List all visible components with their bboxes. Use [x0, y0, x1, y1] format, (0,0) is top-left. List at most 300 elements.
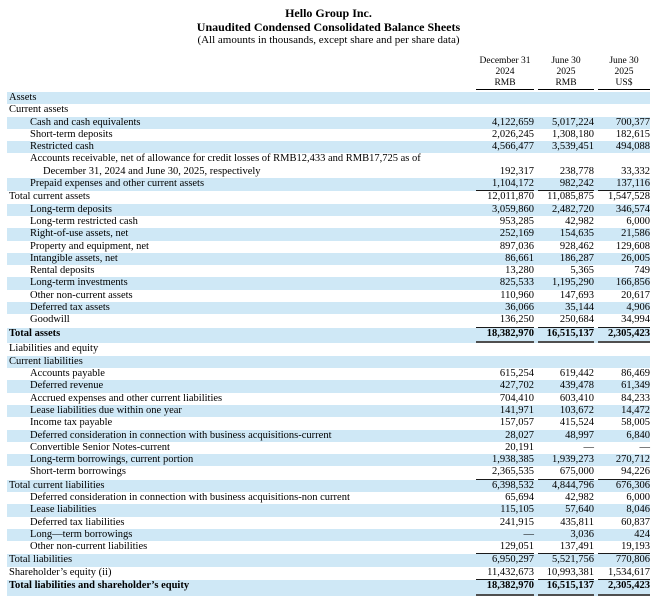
row-value-text: 749 [634, 265, 650, 277]
row-value-text: 147,693 [559, 289, 594, 301]
row-value [476, 191, 534, 203]
row-value [476, 504, 534, 516]
table-row [7, 368, 650, 380]
row-value-text: 346,574 [615, 203, 650, 215]
row-value [476, 253, 534, 265]
column-header-line: 2025 [614, 67, 634, 77]
row-value-text: 424 [634, 528, 650, 540]
row-value [538, 302, 594, 314]
row-value-text: 3,036 [570, 528, 594, 540]
row-value-text: 33,332 [621, 165, 650, 177]
row-value-text: 5,521,756 [552, 554, 594, 566]
row-value [598, 380, 650, 392]
row-value [538, 454, 594, 466]
row-value [598, 541, 650, 554]
row-value-text: — [639, 441, 650, 453]
row-label: Short-term deposits [30, 128, 113, 140]
row-value [538, 442, 594, 454]
table-row [7, 302, 650, 314]
row-value-text: 14,472 [621, 404, 650, 416]
row-label: Deferred consideration in connection with business acquisitions-non current [30, 492, 350, 503]
row-value [598, 504, 650, 516]
row-value-text: 192,317 [499, 165, 534, 177]
row-label: Liabilities and equity [9, 343, 99, 355]
row-value [476, 290, 534, 302]
row-label: Deferred consideration in connection with business acquisitions-current [30, 429, 332, 441]
row-value-text: 166,856 [615, 277, 650, 289]
row-value [538, 480, 594, 492]
table-row [7, 580, 650, 596]
row-value-text: 18,382,970 [476, 580, 534, 595]
column-header-line: 2024 [495, 67, 515, 77]
row-value-text: 16,515,137 [538, 580, 594, 595]
row-value-text: 36,066 [505, 302, 534, 314]
row-label: Lease liabilities due within one year [30, 404, 182, 416]
row-label: Prepaid expenses and other current assets [30, 178, 205, 190]
row-value-text: 115,105 [500, 504, 534, 516]
column-header-line: June 30 [551, 56, 581, 66]
row-value [538, 241, 594, 253]
table-row [7, 442, 650, 454]
row-label: Accrued expenses and other current liabilities [30, 392, 223, 404]
row-value [538, 380, 594, 392]
row-value-text: 494,088 [615, 141, 650, 153]
row-value-text: 129,051 [499, 541, 534, 553]
row-value [598, 191, 650, 203]
row-value-text: 94,226 [621, 466, 650, 478]
table-row [7, 178, 650, 191]
row-value [598, 241, 650, 253]
row-value-text: 6,840 [626, 429, 650, 441]
row-value-text: 615,254 [499, 368, 534, 380]
row-value [598, 529, 650, 541]
row-value-text: 2,026,245 [492, 128, 534, 140]
table-row [7, 204, 650, 216]
row-label: Restricted cash [30, 141, 94, 153]
row-value [538, 417, 594, 429]
row-label-line1: Accounts receivable, net of allowance for credit losses of RMB12,433 and RMB17,725 as of [30, 153, 421, 165]
table-row [7, 380, 650, 392]
row-value-text: 57,640 [565, 504, 594, 516]
table-row [7, 153, 650, 178]
row-value [598, 567, 650, 580]
row-value-text: 270,712 [615, 454, 650, 466]
row-value [598, 492, 650, 504]
row-value-text: 157,057 [499, 417, 534, 429]
row-value-text: 4,844,796 [552, 479, 594, 491]
row-value-text: 4,906 [626, 302, 650, 314]
row-value [598, 442, 650, 454]
table-row [7, 492, 650, 504]
row-value [538, 253, 594, 265]
row-value [598, 129, 650, 141]
row-value-text: 65,694 [505, 492, 534, 503]
row-value-text: 20,617 [621, 289, 650, 301]
row-value [476, 216, 534, 228]
row-label-line2: December 31, 2024 and June 30, 2025, respectively [43, 165, 261, 177]
row-value [476, 302, 534, 314]
row-value [476, 129, 534, 141]
row-value [538, 328, 594, 344]
row-value [476, 580, 534, 596]
row-value [476, 141, 534, 153]
row-value [598, 405, 650, 417]
row-label: Income tax payable [30, 417, 113, 429]
row-value [476, 328, 534, 344]
row-value [598, 277, 650, 289]
row-label: Lease liabilities [30, 504, 97, 516]
column-headers-row [7, 56, 650, 90]
row-label: Other non-current assets [30, 289, 133, 301]
row-value [538, 368, 594, 380]
row-value [538, 405, 594, 417]
row-value [476, 480, 534, 492]
row-value [598, 580, 650, 596]
table-row [7, 129, 650, 141]
row-label: Short-term borrowings [30, 466, 126, 478]
table-row [7, 529, 650, 541]
table-row [7, 480, 650, 492]
row-value-text: 435,811 [560, 516, 594, 528]
table-row [7, 141, 650, 153]
row-value-text: 86,469 [621, 368, 650, 380]
row-value-text: 48,997 [565, 429, 594, 441]
row-value-text: 427,702 [499, 380, 534, 392]
row-value-text: 11,432,673 [487, 566, 534, 578]
row-value-text: 103,672 [559, 404, 594, 416]
section-row [7, 104, 650, 116]
row-value [538, 216, 594, 228]
row-value [538, 529, 594, 541]
table-row [7, 216, 650, 228]
row-value [538, 580, 594, 596]
row-value [538, 541, 594, 554]
row-value [538, 466, 594, 479]
row-value-text: 5,017,224 [552, 116, 594, 128]
table-row [7, 241, 650, 253]
row-value-text: 928,462 [559, 240, 594, 252]
row-value-text: — [523, 528, 534, 540]
row-value [476, 529, 534, 541]
row-label: Long-term restricted cash [30, 215, 138, 227]
row-value-text: 110,960 [500, 289, 534, 301]
row-value-text: 6,398,532 [492, 479, 534, 491]
row-label: Total current assets [9, 191, 90, 203]
row-label: Deferred tax liabilities [30, 516, 125, 528]
row-value-text: 58,005 [621, 417, 650, 429]
row-value [598, 166, 650, 178]
row-label: Convertible Senior Notes-current [30, 441, 170, 453]
row-label: Goodwill [30, 314, 70, 326]
row-value [476, 368, 534, 380]
column-header-line: RMB [494, 78, 516, 88]
row-value-text: 10,993,381 [546, 566, 594, 578]
row-value [598, 430, 650, 442]
table-row [7, 290, 650, 302]
table-row [7, 314, 650, 327]
row-value-text: 186,287 [559, 252, 594, 264]
section-row [7, 343, 650, 355]
row-label: Other non-current liabilities [30, 541, 148, 553]
row-value [538, 504, 594, 516]
row-value [598, 141, 650, 153]
row-value [476, 541, 534, 554]
row-value [476, 228, 534, 240]
column-header-line: 2025 [556, 67, 576, 77]
row-value-text: 897,036 [499, 240, 534, 252]
row-value-text: 2,305,423 [598, 328, 650, 343]
row-value [598, 454, 650, 466]
table-row [7, 517, 650, 529]
row-value-text: 21,586 [621, 228, 650, 240]
row-label: Accounts payable [30, 368, 105, 380]
document-title: Unaudited Condensed Consolidated Balance Sheets [196, 20, 461, 34]
row-value-text: 953,285 [499, 215, 534, 227]
row-value-text: 770,806 [615, 554, 650, 566]
row-value-text: 704,410 [499, 392, 534, 404]
row-value [598, 216, 650, 228]
row-value [598, 368, 650, 380]
row-label: Right-of-use assets, net [30, 228, 129, 240]
row-value [538, 430, 594, 442]
row-value-text: 154,635 [559, 228, 594, 240]
table-row [7, 393, 650, 405]
row-value [538, 117, 594, 129]
row-label: Intangible assets, net [30, 252, 118, 264]
row-value [476, 393, 534, 405]
row-value-text: 675,000 [559, 466, 594, 478]
row-value-text: 1,195,290 [552, 277, 594, 289]
row-label: Rental deposits [30, 265, 95, 277]
row-value-text: 700,377 [615, 116, 650, 128]
row-value-text: 42,982 [565, 215, 594, 227]
column-header [538, 56, 594, 90]
row-value [476, 277, 534, 289]
row-label: Shareholder’s equity (ii) [9, 566, 112, 578]
row-value-text: 6,000 [626, 215, 650, 227]
table-row [7, 265, 650, 277]
table-row [7, 567, 650, 580]
row-value [598, 290, 650, 302]
table-row [7, 191, 650, 203]
row-value [538, 393, 594, 405]
table-row [7, 328, 650, 344]
row-value [598, 517, 650, 529]
column-header-line: US$ [615, 78, 633, 88]
row-value-text: 439,478 [559, 380, 594, 392]
section-row [7, 92, 650, 104]
row-value [538, 554, 594, 566]
document-subtitle: (All amounts in thousands, except share and per share data) [197, 34, 460, 46]
row-value [538, 129, 594, 141]
table-row [7, 228, 650, 240]
table-row [7, 277, 650, 289]
row-value-text: 1,534,617 [608, 566, 650, 578]
row-label: Long-term investments [30, 277, 128, 289]
table-row [7, 466, 650, 479]
row-value [538, 141, 594, 153]
row-value-text: 137,116 [616, 178, 650, 190]
row-value-text: 16,515,137 [538, 328, 594, 343]
row-value-text: 182,615 [615, 128, 650, 140]
row-value [476, 178, 534, 191]
row-value-text: 86,661 [505, 252, 534, 264]
column-header-line: June 30 [609, 56, 639, 66]
row-value-text: 42,982 [565, 492, 594, 503]
row-value-text: 603,410 [559, 392, 594, 404]
row-value-text: 1,104,172 [492, 178, 534, 190]
column-header [598, 56, 650, 90]
row-value [598, 265, 650, 277]
row-value-text: 28,027 [505, 429, 534, 441]
row-value-text: 2,482,720 [552, 203, 594, 215]
row-value [598, 393, 650, 405]
row-value [538, 228, 594, 240]
row-value-text: 250,684 [559, 314, 594, 326]
row-value-text: 11,085,875 [547, 191, 594, 203]
row-value [476, 492, 534, 504]
row-value-text: 6,000 [626, 492, 650, 503]
table-row [7, 504, 650, 516]
row-value-text: 982,242 [559, 178, 594, 190]
row-value [538, 567, 594, 580]
row-value-text: 825,533 [499, 277, 534, 289]
row-label: Long-term deposits [30, 203, 112, 215]
row-value-text: 19,193 [621, 541, 650, 553]
row-value [598, 328, 650, 344]
row-label: Total current liabilities [9, 479, 105, 491]
row-value-text: — [583, 441, 594, 453]
table-row [7, 541, 650, 554]
row-value-text: 4,122,659 [492, 116, 534, 128]
row-value-text: 1,938,385 [492, 454, 534, 466]
row-label: Total assets [9, 327, 61, 339]
column-header-line: December 31 [479, 56, 531, 66]
row-value-text: 84,233 [621, 392, 650, 404]
row-value [476, 417, 534, 429]
row-value-text: 252,169 [499, 228, 534, 240]
row-value [476, 442, 534, 454]
row-value [598, 480, 650, 492]
row-value-text: 241,915 [499, 516, 534, 528]
row-value-text: 6,950,297 [492, 554, 534, 566]
row-value [476, 265, 534, 277]
row-value-text: 2,305,423 [598, 580, 650, 595]
row-value-text: 4,566,477 [492, 141, 534, 153]
row-value-text: 619,442 [559, 368, 594, 380]
row-value-text: 18,382,970 [476, 328, 534, 343]
row-label: Current liabilities [9, 355, 83, 367]
table-row [7, 554, 650, 566]
row-value-text: 3,539,451 [552, 141, 594, 153]
row-label: Assets [9, 92, 37, 103]
row-label [7, 153, 472, 178]
row-value [476, 454, 534, 466]
row-value-text: 5,365 [570, 265, 594, 277]
company-name: Hello Group Inc. [285, 6, 372, 20]
column-header-line: RMB [555, 78, 577, 88]
row-value-text: 34,994 [621, 314, 650, 326]
row-value [538, 191, 594, 203]
row-value-text: 415,524 [559, 417, 594, 429]
row-value-text: 141,971 [499, 404, 534, 416]
row-value-text: 1,939,273 [552, 454, 594, 466]
row-value [476, 204, 534, 216]
row-label: Total liabilities [9, 554, 73, 566]
row-value-text: 35,144 [565, 302, 594, 314]
row-label: Long—term borrowings [30, 528, 133, 540]
table-row [7, 117, 650, 129]
document-header [7, 6, 650, 47]
row-label: Current assets [9, 104, 69, 116]
row-value [598, 228, 650, 240]
row-value [598, 253, 650, 265]
row-value [476, 405, 534, 417]
row-value [538, 178, 594, 191]
row-value [598, 178, 650, 191]
row-value [476, 466, 534, 479]
row-value [476, 117, 534, 129]
row-value [538, 277, 594, 289]
row-value [476, 241, 534, 253]
row-label: Cash and cash equivalents [30, 116, 141, 128]
column-header [476, 56, 534, 90]
row-value [538, 314, 594, 327]
table-body [7, 92, 650, 596]
row-value [476, 567, 534, 580]
row-value [476, 166, 534, 178]
table-row [7, 405, 650, 417]
row-value [538, 290, 594, 302]
row-value [538, 492, 594, 504]
row-value [598, 417, 650, 429]
row-value [538, 204, 594, 216]
row-value-text: 13,280 [505, 265, 534, 277]
row-value [538, 166, 594, 178]
row-label: Property and equipment, net [30, 240, 149, 252]
section-row [7, 356, 650, 368]
row-value [598, 204, 650, 216]
row-value-text: 20,191 [505, 441, 534, 453]
row-value [598, 117, 650, 129]
row-value [476, 380, 534, 392]
row-value-text: 60,837 [621, 516, 650, 528]
table-row [7, 417, 650, 429]
row-label: Deferred revenue [30, 380, 104, 392]
row-value-text: 129,608 [615, 240, 650, 252]
row-value-text: 2,365,535 [492, 466, 534, 478]
row-value [476, 430, 534, 442]
row-value-text: 61,349 [621, 380, 650, 392]
row-label: Deferred tax assets [30, 302, 110, 314]
row-value-text: 12,011,870 [487, 191, 534, 203]
row-value [538, 517, 594, 529]
row-value-text: 26,005 [621, 252, 650, 264]
row-value-text: 1,308,180 [552, 128, 594, 140]
row-value [598, 302, 650, 314]
row-value-text: 238,778 [559, 165, 594, 177]
row-value-text: 8,046 [626, 504, 650, 516]
row-value-text: 1,547,528 [608, 191, 650, 203]
row-label: Total liabilities and shareholder’s equity [9, 580, 190, 592]
row-value-text: 136,250 [499, 314, 534, 326]
row-value [598, 554, 650, 566]
table-row [7, 454, 650, 466]
row-value-text: 3,059,860 [492, 203, 534, 215]
row-value [538, 265, 594, 277]
row-value-text: 137,491 [559, 541, 594, 553]
row-value [598, 466, 650, 479]
